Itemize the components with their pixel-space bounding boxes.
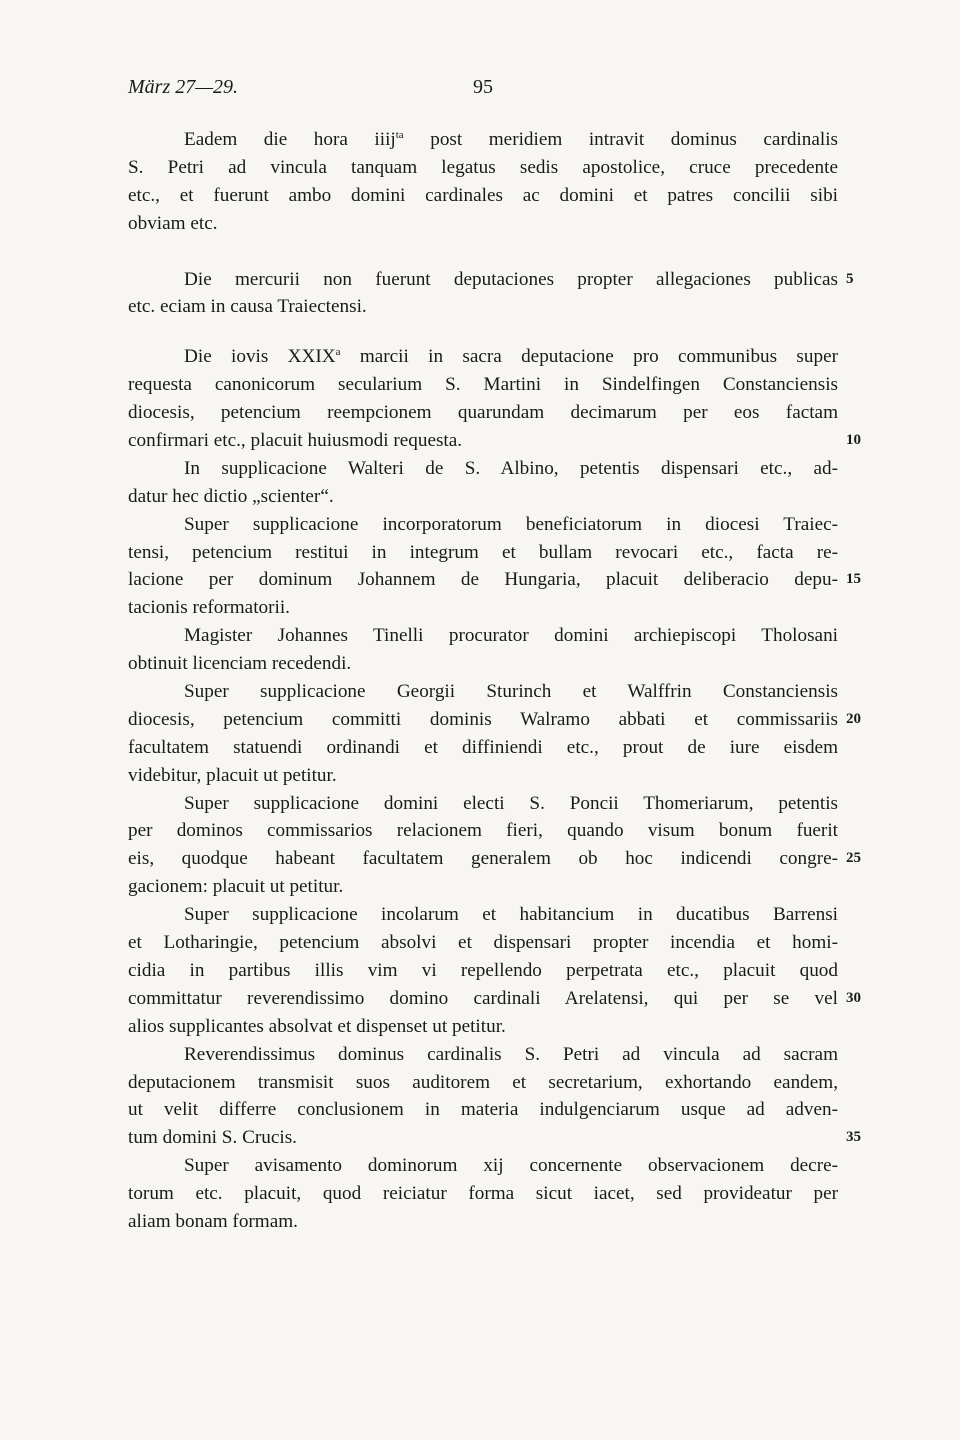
text-line — [128, 427, 861, 455]
line-text: et Lotharingie, petencium absolvi et dispensari propter incendia et homi- — [128, 932, 838, 954]
text-line — [128, 622, 838, 650]
text-line — [128, 985, 861, 1013]
text-line — [128, 650, 838, 678]
line-text: Super avisamento dominorum xij concernente observacionem decre- — [184, 1155, 838, 1177]
line-text: diocesis, petencium reempcionem quarundam decimarum per eos factam — [128, 402, 838, 424]
line-text: torum etc. placuit, quod reiciatur forma sicut iacet, sed provideatur per — [128, 1183, 838, 1205]
line-text: obviam etc. — [128, 212, 218, 234]
line-text: eis, quodque habeant facultatem generalem ob hoc indicendi congre- — [128, 848, 838, 870]
running-header — [128, 76, 828, 106]
paragraph-block — [128, 126, 838, 238]
text-line — [128, 790, 838, 818]
line-text: datur hec dictio „scienter“. — [128, 485, 334, 507]
text-line — [128, 1124, 861, 1152]
paragraph-gap — [128, 238, 838, 266]
superscript: ta — [395, 129, 404, 141]
text-line — [128, 678, 838, 706]
text-line — [128, 371, 838, 399]
text-line — [128, 929, 838, 957]
text-line — [128, 1152, 838, 1180]
line-text: cidia in partibus illis vim vi repellendo perpetrata etc., placuit quod — [128, 959, 838, 981]
text-line — [128, 210, 838, 238]
line-number: 5 — [846, 270, 854, 287]
text-line — [128, 455, 838, 483]
line-text: Super supplicacione incolarum et habitancium in ducatibus Barrensi — [184, 904, 838, 926]
line-text: committatur reverendissimo domino cardinali Arelatensi, qui per se vel — [128, 987, 838, 1009]
line-text: aliam bonam formam. — [128, 1210, 298, 1232]
text-line — [128, 266, 854, 294]
page-number: 95 — [473, 76, 493, 98]
line-number: 30 — [846, 989, 861, 1006]
line-text: gacionem: placuit ut petitur. — [128, 876, 344, 898]
text-line — [128, 817, 838, 845]
line-text: lacione per dominum Johannem de Hungaria, placuit deliberacio depu- — [128, 569, 838, 591]
line-text: tensi, petencium restitui in integrum et bullam revocari etc., facta re- — [128, 541, 838, 563]
text-line — [128, 1069, 838, 1097]
line-text: deputacionem transmisit suos auditorem et secretarium, exhortando eandem, — [128, 1071, 838, 1093]
text-line — [128, 539, 838, 567]
text-line — [128, 1208, 838, 1236]
line-text: Super supplicacione incorporatorum beneficiatorum in diocesi Traiec- — [184, 513, 838, 535]
paragraph-block — [128, 343, 861, 1236]
line-text: etc. eciam in causa Traiectensi. — [128, 296, 367, 318]
paragraph-block — [128, 266, 854, 322]
text-line — [128, 1180, 838, 1208]
text-line — [128, 293, 838, 321]
text-line — [128, 483, 838, 511]
text-line — [128, 901, 838, 929]
line-text: Super supplicacione Georgii Sturinch et Walffrin Constanciensis — [184, 681, 838, 703]
line-text: Reverendissimus dominus cardinalis S. Petri ad vincula ad sacram — [184, 1043, 838, 1065]
line-text: videbitur, placuit ut petitur. — [128, 764, 337, 786]
line-text: ut velit differre conclusionem in materia indulgenciarum usque ad adven- — [128, 1099, 838, 1121]
line-text: Die mercurii non fuerunt deputaciones propter allegaciones publicas — [184, 268, 838, 290]
text-line — [128, 182, 838, 210]
text-line — [128, 343, 838, 371]
superscript: a — [335, 346, 341, 359]
text-line — [128, 845, 861, 873]
line-number: 25 — [846, 850, 861, 867]
text-line — [128, 873, 838, 901]
line-number: 15 — [846, 571, 861, 588]
line-text: alios supplicantes absolvat et dispenset ut petitur. — [128, 1015, 506, 1037]
text-line — [128, 594, 838, 622]
text-line — [128, 399, 838, 427]
line-number: 10 — [846, 432, 861, 449]
paragraph-gap — [128, 321, 838, 343]
text-body — [128, 126, 861, 1236]
line-text: In supplicacione Walteri de S. Albino, petentis dispensari etc., ad- — [184, 457, 838, 479]
line-text: requesta canonicorum secularium S. Martini in Sindelfingen Constanciensis — [128, 374, 838, 396]
line-text: Super supplicacione domini electi S. Poncii Thomeriarum, petentis — [184, 792, 838, 814]
line-text: Magister Johannes Tinelli procurator domini archiepiscopi Tholosani — [184, 625, 838, 647]
text-line — [128, 1013, 838, 1041]
text-line — [128, 566, 861, 594]
text-line — [128, 706, 861, 734]
text-line — [128, 957, 838, 985]
text-line — [128, 762, 838, 790]
line-text: Eadem die hora iiij$^{ta}$ post meridiem intravit dominus cardinalis — [184, 129, 838, 150]
line-number: 20 — [846, 710, 861, 727]
text-line — [128, 734, 838, 762]
line-text: tacionis reformatorii. — [128, 597, 290, 619]
header-date: März 27—29. — [128, 76, 239, 98]
text-line — [128, 511, 838, 539]
line-number: 35 — [846, 1129, 861, 1146]
line-text: confirmari etc., placuit huiusmodi requesta. — [128, 430, 463, 452]
line-text: facultatem statuendi ordinandi et diffiniendi etc., prout de iure eisdem — [128, 736, 838, 758]
text-line — [128, 126, 838, 154]
line-text: S. Petri ad vincula tanquam legatus sedis apostolice, cruce precedente — [128, 156, 838, 178]
text-line — [128, 1096, 838, 1124]
line-text: per dominos commissarios relacionem fieri, quando visum bonum fuerit — [128, 820, 838, 842]
line-text: diocesis, petencium committi dominis Walramo abbati et commissariis — [128, 708, 838, 730]
line-text: obtinuit licenciam recedendi. — [128, 653, 352, 675]
text-line — [128, 154, 838, 182]
line-text: tum domini S. Crucis. — [128, 1127, 297, 1149]
line-text: Die iovis XXIX$^a$ marcii in sacra deputacione pro communibus super — [184, 346, 838, 368]
line-text: etc., et fuerunt ambo domini cardinales ac domini et patres concilii sibi — [128, 184, 838, 206]
text-line — [128, 1041, 838, 1069]
